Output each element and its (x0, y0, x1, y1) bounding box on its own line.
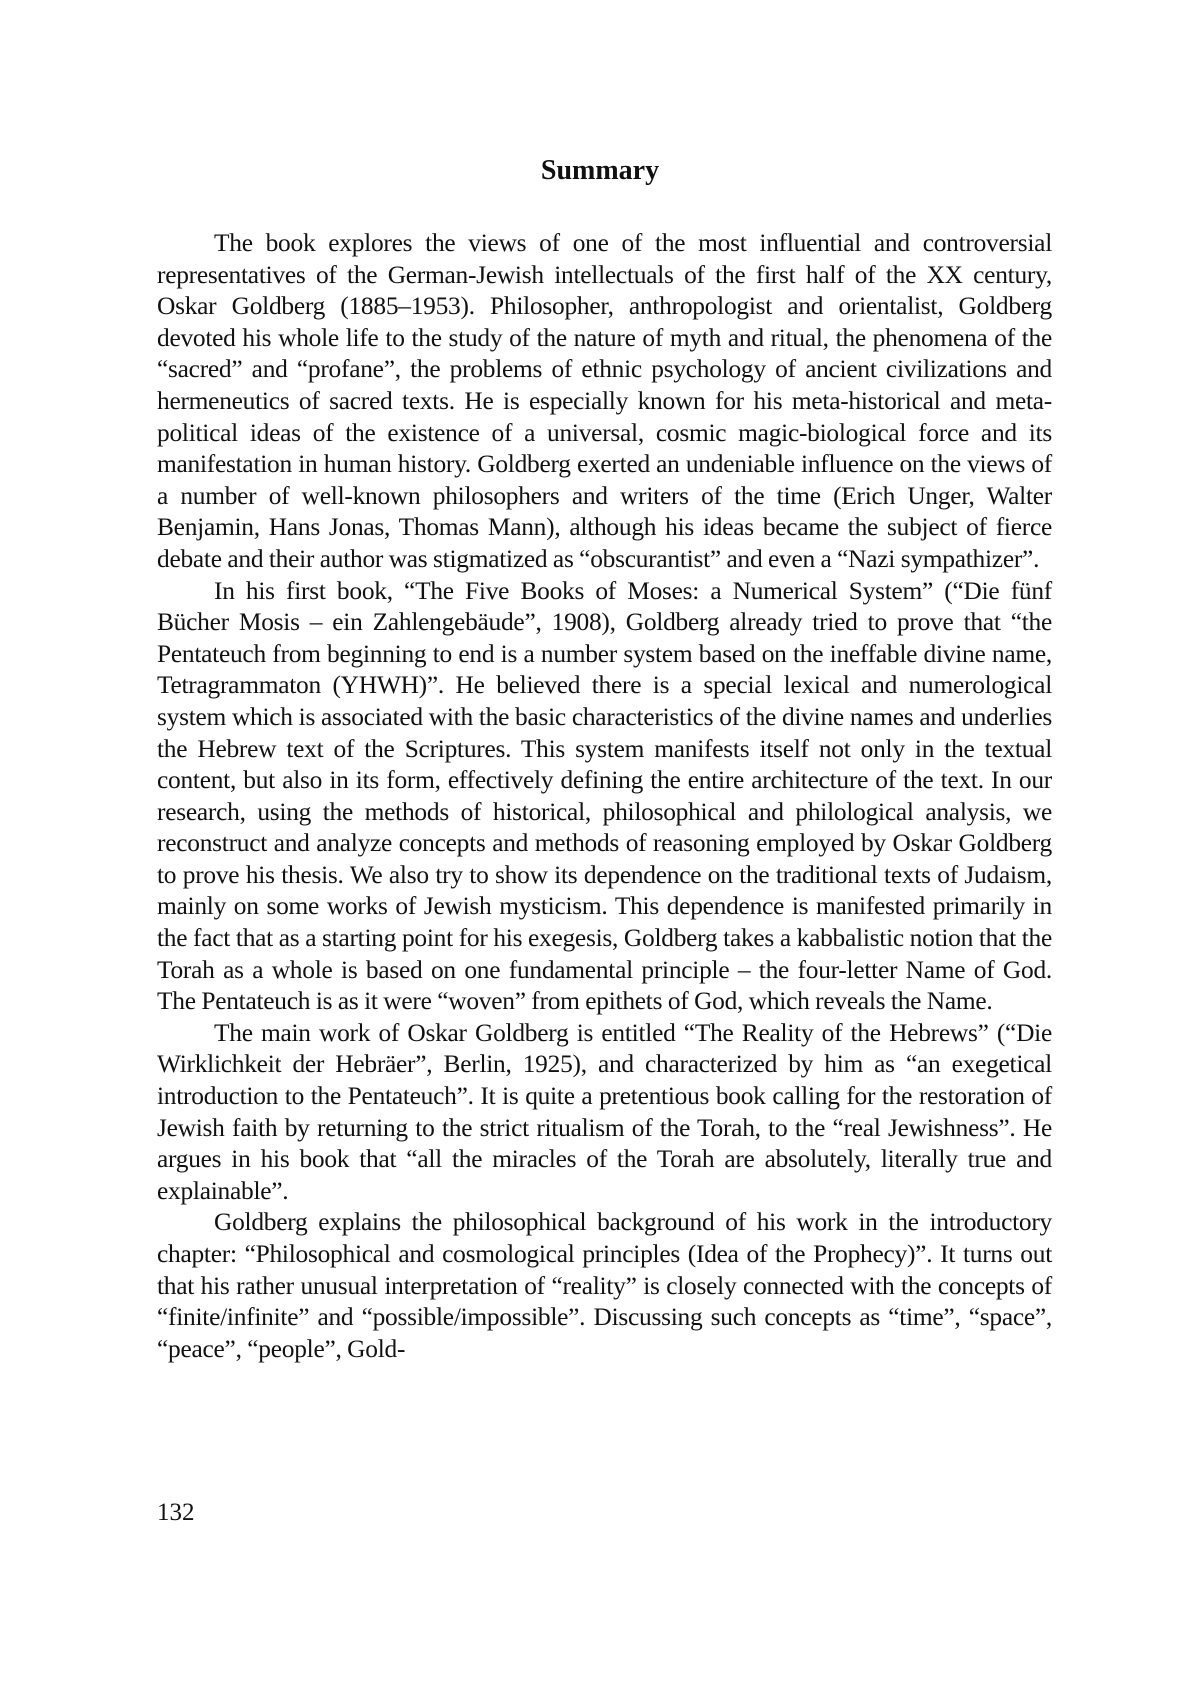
paragraph-2: In his first book, “The Five Books of Moses: a Numerical System” (“Die fünf Bücher Mosis – ein Zahlengebäude”, 1908), Goldberg already tried to prove that “the Pentateuch from beginning to end is a number system based on the ineffable divine name, Tetragrammaton (YHWH)”. He believed there is a special lexical and numerological system which is associated with the basic characteristics of the divine names and underlies the Hebrew text of the Scriptures. This system manifests itself not only in the textual content, but also in its form, effectively defining the entire architecture of the text. In our research, using the methods of historical, philosophical and philological analysis, we reconstruct and analyze concepts and methods of reasoning employed by Oskar Goldberg to prove his thesis. We also try to show its dependence on the traditional texts of Judaism, mainly on some works of Jewish mysticism. This dependence is manifested primarily in the fact that as a starting point for his exegesis, Goldberg takes a kabbalistic notion that the Torah as a whole is based on one fundamental principle – the four-letter Name of God. The Pentateuch is as it were “woven” from epithets of God, which reveals the Name. (157, 576, 1052, 1016)
summary-body (157, 228, 1052, 1365)
paragraph-4: Goldberg explains the philosophical background of his work in the introductory chapter: “Philosophical and cosmological principles (Idea of the Prophecy)”. It turns out that his rather unusual interpretation of “reality” is closely connected with the concepts of “finite/infinite” and “possible/impossible”. Discussing such concepts as “time”, “space”, “peace”, “people”, Gold- (157, 1208, 1052, 1363)
page-number: 132 (157, 1499, 195, 1526)
paragraph-3: The main work of Oskar Goldberg is entitled “The Reality of the Hebrews” (“Die Wirklichkeit der Hebräer”, Berlin, 1925), and characterized by him as “an exegetical introduction to the Pentateuch”. It is quite a pretentious book calling for the restoration of Jewish faith by returning to the strict ritualism of the Torah, to the “real Jewishness”. He argues in his book that “all the miracles of the Torah are absolutely, literally true and explainable”. (157, 1018, 1052, 1205)
page-title: Summary (540, 155, 660, 186)
paragraph-1: The book explores the views of one of the most influential and controversial representatives of the German-Jewish intellectuals of the first half of the XX century, Oskar Goldberg (1885–1953). Philosopher, anthropologist and orientalist, Goldberg devoted his whole life to the study of the nature of myth and ritual, the phenomena of the “sacred” and “profane”, the problems of ethnic psychology of ancient civilizations and hermeneutics of sacred texts. He is especially known for his meta-historical and meta-political ideas of the existence of a universal, cosmic magic-biological force and its manifestation in human history. Goldberg exerted an undeniable influence on the views of a number of well-known philosophers and writers of the time (Erich Unger, Walter Benjamin, Hans Jonas, Thomas Mann), although his ideas became the subject of fierce debate and their author was stigmatized as “obscurantist” and even a “Nazi sympathizer”. (157, 229, 1052, 573)
